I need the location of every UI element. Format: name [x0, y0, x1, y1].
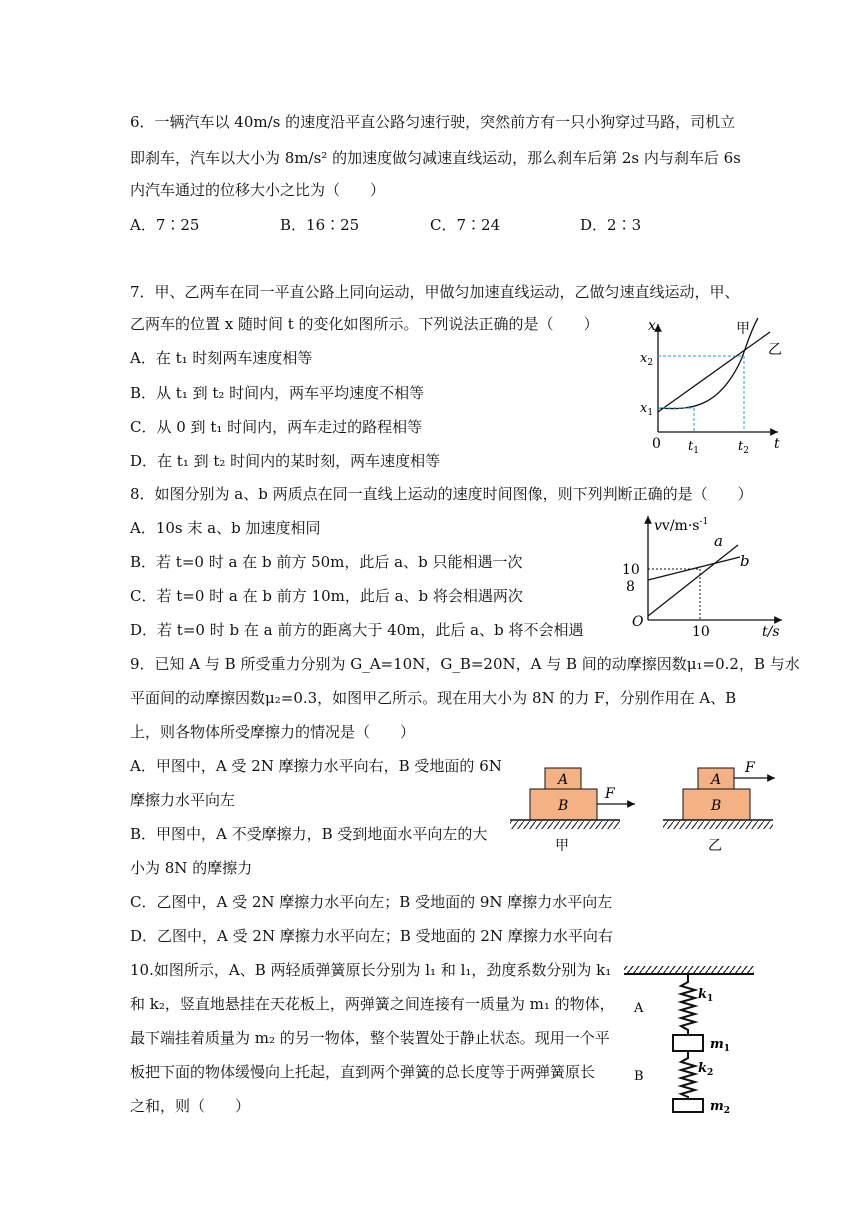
q9-jia-ground-hatch [510, 821, 620, 829]
q6-option-a[interactable]: A．7∶25 [130, 216, 200, 234]
q10-line-3: 最下端挂着质量为 m₂ 的另一物体，整个装置处于静止状态。现用一个平 [130, 1029, 610, 1047]
q10-label-k2: $k_2$ [698, 1061, 714, 1078]
q7-option-c[interactable]: C．从 0 到 t₁ 时间内，两车走过的路程相等 [130, 418, 423, 436]
q7-xt-graph [638, 312, 788, 460]
q9-caption-jia: 甲 [555, 838, 569, 854]
q8-vt-graph [612, 508, 790, 643]
q9-option-c[interactable]: C．乙图中，A 受 2N 摩擦力水平向左；B 受地面的 9N 摩擦力水平向左 [130, 893, 613, 911]
q7-tick-x1: $x_1$ [640, 401, 654, 418]
q8-option-a[interactable]: A．10s 末 a、b 加速度相同 [130, 519, 321, 537]
q6-option-b[interactable]: B．16∶25 [280, 216, 360, 234]
q8-line-a [648, 545, 738, 616]
q10-line-5: 之和，则（ ） [130, 1097, 251, 1115]
q7-line-2: 乙两车的位置 x 随时间 t 的变化如图所示。下列说法正确的是（ ） [130, 315, 599, 333]
q10-label-m2: $m_2$ [710, 1099, 731, 1114]
q9-yi-force-label: F [745, 760, 755, 776]
q9-jia-label-a: A [558, 772, 569, 788]
q6-option-c[interactable]: C．7∶24 [430, 216, 501, 234]
q9-yi-ground-hatch [663, 821, 773, 829]
q10-line-4: 板把下面的物体缓慢向上托起，直到两个弹簧的总长度等于两弹簧原长 [130, 1063, 596, 1081]
q7-tick-x2: $x_2$ [640, 351, 654, 368]
q10-ceiling-hatch [624, 966, 754, 974]
q9-figure-yi [663, 760, 775, 854]
q9-option-a[interactable]: A．甲图中，A 受 2N 摩擦力水平向右，B 受地面的 6N [130, 757, 502, 775]
q9-option-a-cont: 摩擦力水平向左 [130, 791, 236, 809]
q10-spring-figure [618, 962, 758, 1114]
q7-label-yi: 乙 [768, 342, 782, 358]
q8-tick-10-v: 10 [622, 562, 640, 578]
q9-option-d[interactable]: D．乙图中，A 受 2N 摩擦力水平向左；B 受地面的 2N 摩擦力水平向右 [130, 927, 613, 945]
q9-option-b[interactable]: B．甲图中，A 不受摩擦力，B 受到地面水平向左的大 [130, 825, 488, 843]
q9-figure-jia [510, 768, 635, 854]
q9-block-figure [505, 758, 795, 858]
q8-option-d[interactable]: D．若 t=0 时 b 在 a 前方的距离大于 40m，此后 a、b 将不会相遇 [130, 621, 584, 639]
q10-line-1: 10.如图所示，A、B 两轻质弹簧原长分别为 l₁ 和 l₁，劲度系数分别为 k₁ [130, 961, 612, 979]
q6-line-2: 即刹车，汽车以大小为 8m/s² 的加速度做匀减速直线运动，那么刹车后第 2s 内与刹车后 6s [130, 149, 741, 167]
q8-tick-10-t: 10 [692, 624, 710, 640]
q8-option-c[interactable]: C．若 t=0 时 a 在 b 前方 10m，此后 a、b 将会相遇两次 [130, 587, 523, 605]
q9-yi-label-a: A [711, 772, 722, 788]
q7-line-yi [658, 332, 770, 412]
q7-origin: 0 [652, 436, 661, 452]
q7-line-1: 7．甲、乙两车在同一平直公路上同向运动，甲做匀加速直线运动，乙做匀速直线运动，甲、 [130, 283, 740, 301]
q6-options [130, 214, 750, 234]
q9-option-b-cont: 小为 8N 的摩擦力 [130, 859, 253, 877]
q8-label-a: a [714, 532, 723, 550]
q10-spring-a [681, 974, 695, 1035]
q7-y-axis-label: x [648, 318, 656, 334]
q10-mass-m2 [673, 1099, 703, 1112]
q9-line-1: 9．已知 A 与 B 所受重力分别为 G_A=10N，G_B=20N，A 与 B 间的动摩擦因数μ₁=0.2，B 与水 [130, 655, 800, 673]
q8-tick-8-v: 8 [626, 579, 635, 595]
q9-yi-label-b: B [711, 798, 722, 814]
q7-tick-t1: $t_1$ [688, 439, 699, 456]
q6-line-1: 6．一辆汽车以 40m/s 的速度沿平直公路匀速行驶，突然前方有一只小狗穿过马路，司机立 [130, 113, 736, 131]
q10-label-a: A [634, 1001, 644, 1016]
q8-origin: O [632, 614, 644, 630]
q10-label-b: B [634, 1069, 644, 1084]
q10-label-m1: $m_1$ [710, 1037, 731, 1054]
q9-caption-yi: 乙 [708, 838, 722, 854]
q6-line-3: 内汽车通过的位移大小之比为（ ） [130, 181, 386, 199]
q7-option-d[interactable]: D．在 t₁ 到 t₂ 时间内的某时刻，两车速度相等 [130, 452, 441, 470]
q8-line-1: 8．如图分别为 a、b 两质点在同一直线上运动的速度时间图像，则下列判断正确的是（ ） [130, 485, 753, 503]
q8-label-b: b [740, 552, 750, 570]
q10-line-2: 和 k₂，竖直地悬挂在天花板上，两弹簧之间连接有一质量为 m₁ 的物体， [130, 995, 615, 1013]
q9-line-3: 上，则各物体所受摩擦力的情况是（ ） [130, 723, 416, 741]
q9-jia-label-b: B [558, 798, 569, 814]
q8-x-axis-label: t/s [762, 624, 780, 640]
q10-mass-m1 [673, 1035, 703, 1051]
q7-option-b[interactable]: B．从 t₁ 到 t₂ 时间内，两车平均速度不相等 [130, 384, 425, 402]
q7-label-jia: 甲 [736, 321, 750, 337]
q10-label-k1: $k_1$ [698, 987, 714, 1004]
q9-jia-force-label: F [605, 786, 615, 802]
q10-spring-b [681, 1051, 695, 1099]
q7-tick-t2: $t_2$ [738, 439, 749, 456]
q6-option-d[interactable]: D．2∶3 [580, 216, 642, 234]
q9-line-2: 平面间的动摩擦因数μ₂=0.3，如图甲乙所示。现在用大小为 8N 的力 F，分别作用在 A、B [130, 689, 737, 707]
q7-x-axis-label: t [774, 436, 780, 452]
q8-option-b[interactable]: B．若 t=0 时 a 在 b 前方 50m，此后 a、b 只能相遇一次 [130, 553, 523, 571]
q7-option-a[interactable]: A．在 t₁ 时刻两车速度相等 [130, 349, 313, 367]
q8-y-axis-label: $vv/m\cdot s^{-1}$ [654, 517, 709, 534]
